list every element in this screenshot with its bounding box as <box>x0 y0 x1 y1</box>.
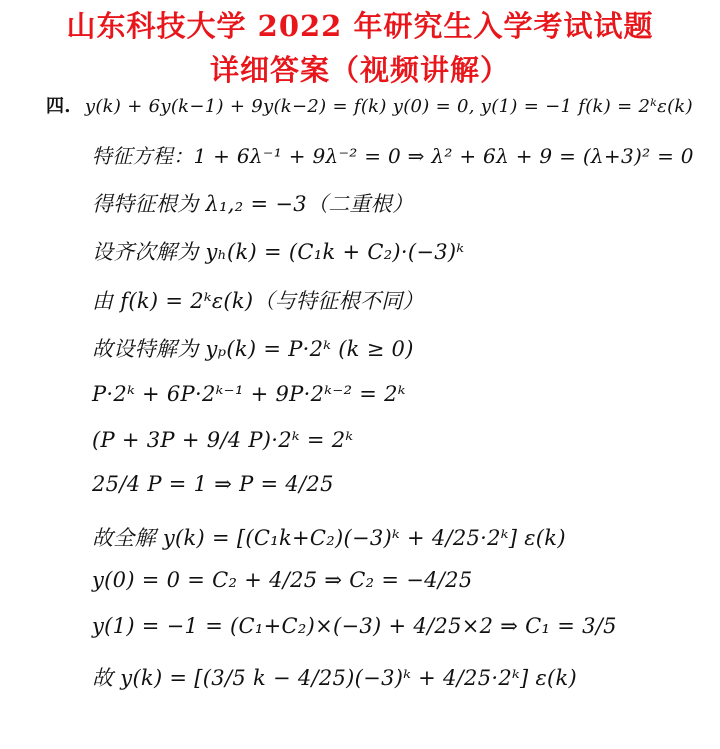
equation-line-10: 故全解 y(k) = [(C₁k+C₂)(−3)ᵏ + 4/25·2ᵏ] ε(k) <box>92 526 566 550</box>
equation-line-4: 设齐次解为 yₕ(k) = (C₁k + C₂)·(−3)ᵏ <box>92 240 465 264</box>
page-title: 山东科技大学 2022 年研究生入学考试试题 <box>66 9 654 43</box>
equation-line-8: (P + 3P + 9/4 P)·2ᵏ = 2ᵏ <box>92 428 354 452</box>
equation-line-11: y(0) = 0 = C₂ + 4/25 ⇒ C₂ = −4/25 <box>92 568 473 592</box>
equation-line-7: P·2ᵏ + 6P·2ᵏ⁻¹ + 9P·2ᵏ⁻² = 2ᵏ <box>92 382 406 406</box>
equation-line-1: y(k) + 6y(k−1) + 9y(k−2) = f(k) y(0) = 0, y(1) = −1 f(k) = 2ᵏε(k) <box>84 96 693 117</box>
equation-line-2: 特征方程：1 + 6λ⁻¹ + 9λ⁻² = 0 ⇒ λ² + 6λ + 9 = (λ+3)² = 0 <box>92 144 694 168</box>
page-header <box>0 4 720 92</box>
equation-line-13: 故 y(k) = [(3/5 k − 4/25)(−3)ᵏ + 4/25·2ᵏ] ε(k) <box>92 666 578 690</box>
equation-line-3: 得特征根为 λ₁,₂ = −3（二重根） <box>92 192 414 216</box>
equation-line-6: 故设特解为 yₚ(k) = P·2ᵏ (k ≥ 0) <box>92 337 414 361</box>
equation-line-12: y(1) = −1 = (C₁+C₂)×(−3) + 4/25×2 ⇒ C₁ = 3/5 <box>92 614 617 638</box>
page-subtitle: 详细答案（视频讲解） <box>209 53 510 87</box>
problem-statement-line <box>46 92 693 118</box>
problem-label: 四. <box>46 96 71 117</box>
equation-line-9: 25/4 P = 1 ⇒ P = 4/25 <box>92 472 334 496</box>
equation-line-5: 由 f(k) = 2ᵏε(k)（与特征根不同） <box>92 289 424 313</box>
